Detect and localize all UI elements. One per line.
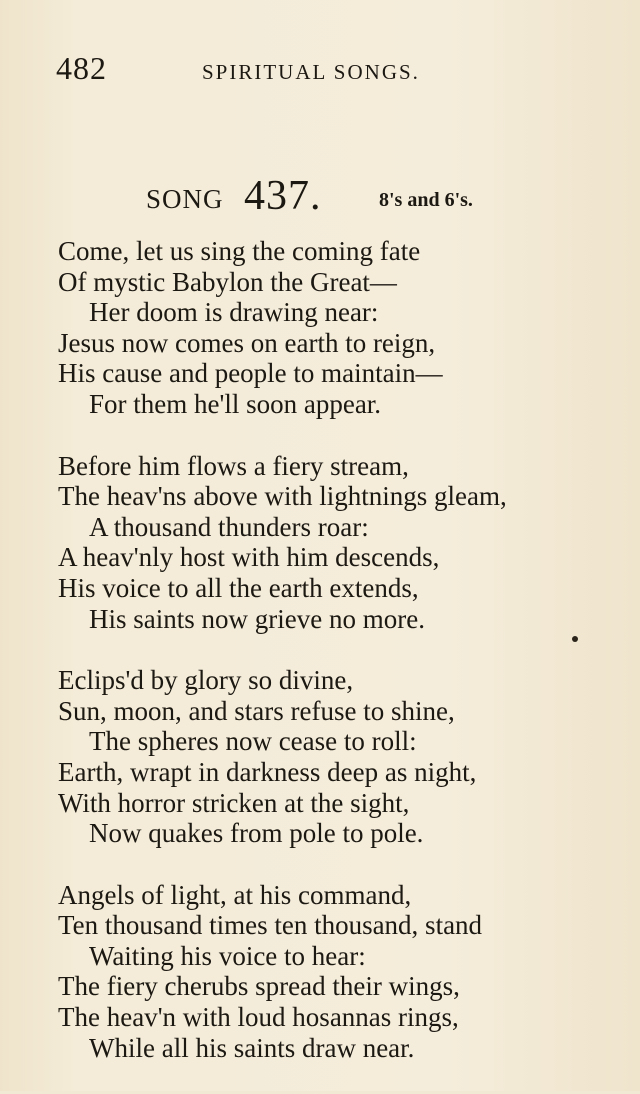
page-header bbox=[56, 50, 596, 90]
verse-line: With horror stricken at the sight, bbox=[58, 787, 410, 818]
verse-line: The heav'ns above with lightnings gleam, bbox=[58, 481, 507, 512]
verse-line: Eclips'd by glory so divine, bbox=[58, 665, 354, 696]
stanza-4 bbox=[58, 880, 628, 1064]
song-number: 437. bbox=[244, 173, 322, 219]
verse-line: For them he'll soon appear. bbox=[89, 388, 382, 419]
verse-line: Come, let us sing the coming fate bbox=[58, 236, 421, 266]
verse-line: Before him flows a fiery stream, bbox=[58, 450, 409, 481]
verse-line: Sun, moon, and stars refuse to shine, bbox=[58, 695, 455, 726]
song-meter: 8's and 6's. bbox=[379, 189, 473, 211]
verse-line: Jesus now comes on earth to reign, bbox=[58, 327, 436, 358]
verse-line: The heav'n with loud hosannas rings, bbox=[58, 1002, 459, 1033]
verse-line: His voice to all the earth extends, bbox=[58, 572, 419, 603]
verse-line: Of mystic Babylon the Great— bbox=[58, 266, 397, 297]
stanza-3 bbox=[58, 665, 628, 849]
verse-line: The fiery cherubs spread their wings, bbox=[58, 971, 460, 1002]
page-number: 482 bbox=[56, 50, 107, 86]
ink-spot bbox=[572, 636, 578, 642]
song-verses bbox=[58, 236, 628, 1094]
verse-line: Her doom is drawing near: bbox=[89, 297, 379, 328]
verse-line: Angels of light, at his command, bbox=[58, 879, 412, 910]
running-head: SPIRITUAL SONGS. bbox=[202, 60, 420, 84]
verse-line: Waiting his voice to hear: bbox=[89, 940, 366, 971]
song-label: SONG bbox=[146, 184, 224, 214]
verse-line: His cause and people to maintain— bbox=[58, 358, 443, 389]
verse-line: Earth, wrapt in darkness deep as night, bbox=[58, 756, 477, 787]
verse-line: Ten thousand times ten thousand, stand bbox=[58, 910, 483, 941]
verse-line: His saints now grieve no more. bbox=[89, 603, 425, 634]
verse-line: A heav'nly host with him descends, bbox=[58, 542, 440, 573]
verse-line: The spheres now cease to roll: bbox=[89, 726, 417, 757]
verse-line: While all his saints draw near. bbox=[89, 1032, 415, 1063]
verse-line: Now quakes from pole to pole. bbox=[89, 818, 424, 849]
stanza-1 bbox=[58, 236, 628, 420]
song-heading bbox=[146, 172, 546, 222]
verse-line: A thousand thunders roar: bbox=[89, 511, 369, 542]
stanza-2 bbox=[58, 451, 628, 635]
